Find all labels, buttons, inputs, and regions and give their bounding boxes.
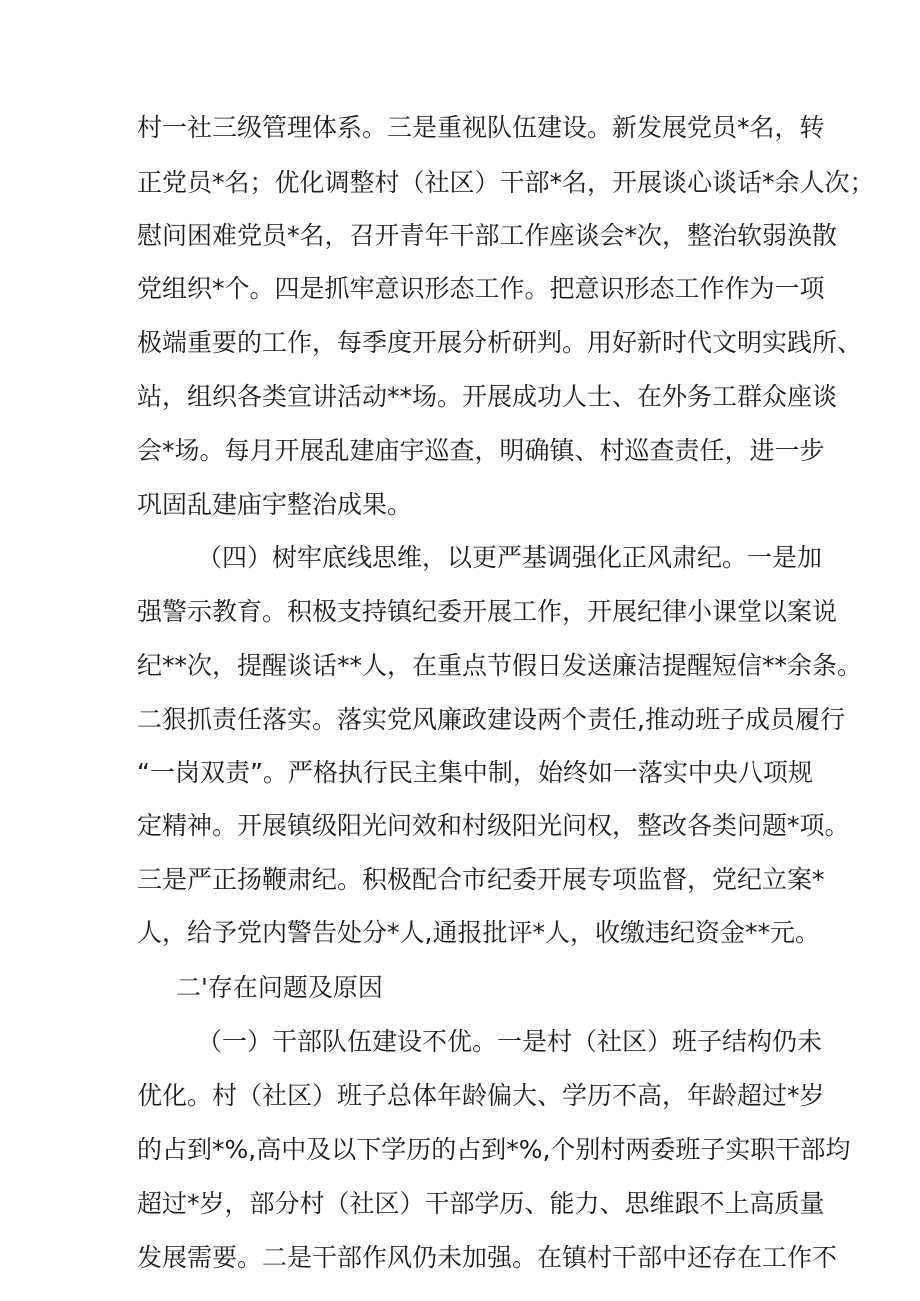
text-line: 党组织*个。四是抓牢意识形态工作。把意识形态工作作为一项 [137, 274, 825, 303]
text-line: 纪**次，提醒谈话**人，在重点节假日发送廉洁提醒短信**余条。 [137, 651, 863, 680]
text-line: 会*场。每月开展乱建庙宇巡查，明确镇、村巡查责任，进一步 [137, 436, 825, 465]
text-line: 站，组织各类宣讲活动**场。开展成功人士、在外务工群众座谈 [137, 382, 838, 411]
text-line: 的占到*%,高中及以下学历的占到*%,个别村两委班子实职干部均 [137, 1135, 851, 1164]
text-line: 二狠抓责任落实。落实党风廉政建设两个责任,推动班子成员履行 [137, 705, 845, 734]
text-line: 巩固乱建庙宇整治成果。 [137, 490, 413, 519]
text-line: 慰问困难党员*名，召开青年干部工作座谈会*次，整治软弱涣散 [137, 221, 838, 250]
text-line: 强警示教育。积极支持镇纪委开展工作，开展纪律小课堂以案说 [137, 597, 838, 626]
text-line: 三是严正扬鞭肃纪。积极配合市纪委开展专项监督，党纪立案* [137, 865, 825, 894]
text-line: 极端重要的工作，每季度开展分析研判。用好新时代文明实践所、 [137, 328, 863, 357]
section-heading-2: 二'存在问题及原因 [176, 973, 383, 1002]
text-line: 优化。村（社区）班子总体年龄偏大、学历不高，年龄超过*岁 [137, 1081, 825, 1110]
text-line: 定精神。开展镇级阳光问效和村级阳光问权，整改各类问题*项。 [137, 811, 850, 840]
text-line: 村一社三级管理体系。三是重视队伍建设。新发展党员*名，转 [137, 113, 825, 142]
text-line: 发展需要。二是干部作风仍未加强。在镇村干部中还存在工作不 [137, 1243, 838, 1272]
subsection-heading-1: （一）干部队伍建设不优。一是村（社区）班子结构仍未 [197, 1027, 823, 1056]
text-line: 超过*岁，部分村（社区）干部学历、能力、思维跟不上高质量 [137, 1189, 825, 1218]
text-line: 人，给予党内警告处分*人,通报批评*人，收缴违纪资金**元。 [137, 918, 820, 947]
text-line: “一岗双责”。严格执行民主集中制，始终如一落实中央八项规 [137, 758, 813, 787]
text-line: 正党员*名；优化调整村（社区）干部*名，开展谈心谈话*余人次； [137, 168, 875, 197]
section-heading-4: （四）树牢底线思维，以更严基调强化正风肃纪。一是加 [197, 543, 823, 572]
